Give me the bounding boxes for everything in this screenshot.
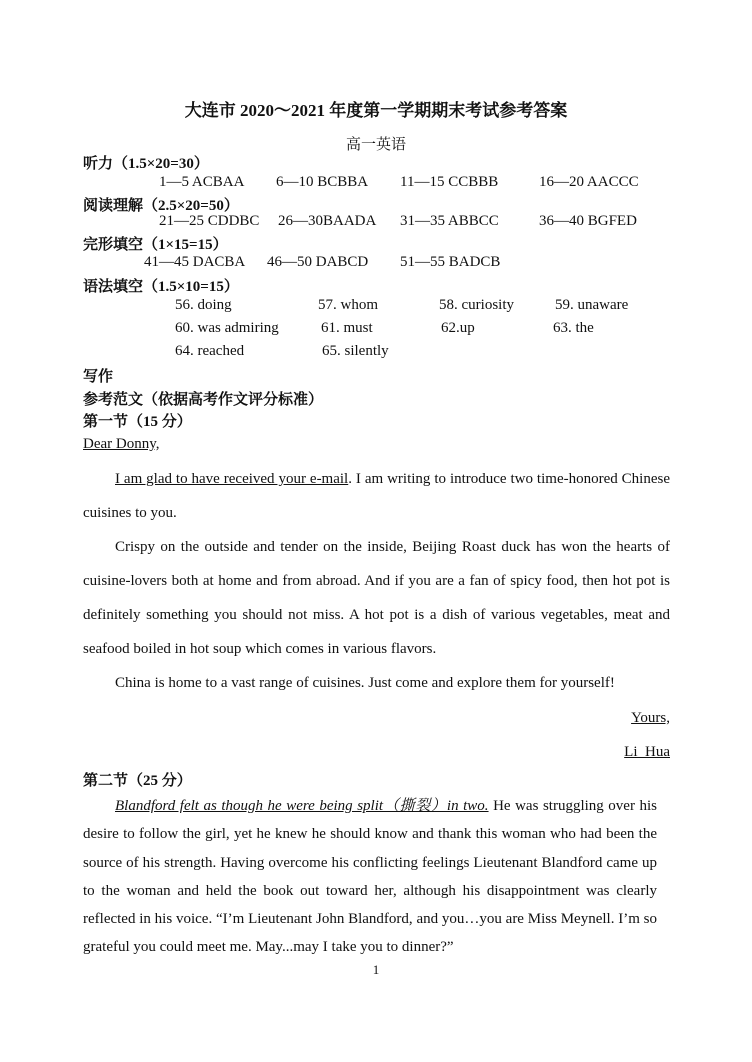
answer-item: 58. curiosity [439, 297, 514, 313]
answer-item: 61. must [321, 320, 373, 336]
answer-item: 65. silently [322, 343, 389, 359]
letter-body [83, 462, 670, 700]
sample-note: 参考范文（依据高考作文评分标准） [83, 392, 324, 408]
page-number: 1 [372, 962, 380, 977]
answer-group: 31—35 ABBCC [400, 213, 499, 229]
cloze-heading: 完形填空（1×15=15） [83, 237, 228, 253]
answer-group: 46—50 DABCD [267, 254, 369, 270]
opening-sentence: Blandford felt as though he were being split（撕裂）in two. [115, 798, 489, 814]
answer-group: 51—55 BADCB [400, 254, 501, 270]
answer-item: 64. reached [175, 343, 245, 359]
letter-closing: Yours, [631, 710, 670, 726]
answer-group: 36—40 BGFED [539, 213, 637, 229]
writing-heading: 写作 [83, 369, 114, 385]
continuation-paragraph: Blandford felt as though he were being split（撕裂）in two. He was struggling over his desire to follow the girl, yet he knew he should know and thank this woman who had been the source of his strength. Having overcome his conflicting feelings Lieutenant Blandford came up to the woman and held the book out toward her, although his disappointment was clearly reflected in his voice. “I’m Lieutenant John Blandford, and you…you are Miss Meynell. I’m so grateful you could meet me. May...may I take you to dinner?” [83, 798, 657, 956]
listening-heading: 听力（1.5×20=30） [83, 156, 209, 172]
answer-item: 59. unaware [555, 297, 629, 313]
page-title: 大连市 2020〜2021 年度第一学期期末考试参考答案 [184, 101, 568, 120]
underlined-phrase: I am glad to have received your e-mail [115, 471, 349, 487]
answer-group: 11—15 CCBBB [400, 174, 499, 190]
answer-group: 41—45 DACBA [144, 254, 246, 270]
letter-greeting: Dear Donny, [83, 436, 160, 452]
grammar-heading: 语法填空（1.5×10=15） [83, 279, 239, 295]
reading-heading: 阅读理解（2.5×20=50） [83, 198, 239, 214]
letter-paragraph-3: China is home to a vast range of cuisines. Just come and explore them for yourself! [115, 675, 615, 691]
answer-item: 57. whom [318, 297, 378, 313]
answer-item: 62.up [441, 320, 475, 336]
answer-group: 6—10 BCBBA [276, 174, 369, 190]
part1-heading: 第一节（15 分） [83, 414, 192, 430]
letter-signature: Li Hua [624, 744, 670, 760]
answer-group: 16—20 AACCC [539, 174, 639, 190]
answer-item: 63. the [553, 320, 594, 336]
part2-heading: 第二节（25 分） [83, 773, 192, 789]
answer-item: 56. doing [175, 297, 232, 313]
letter-paragraph-1: I am glad to have received your e-mail. I am writing to introduce two time-honored Chinese cuisines to you. [83, 471, 670, 521]
answer-group: 26—30BAADA [278, 213, 377, 229]
answer-item: 60. was admiring [175, 320, 279, 336]
answer-group: 1—5 ACBAA [159, 174, 245, 190]
continuation-passage [83, 792, 657, 962]
answer-group: 21—25 CDDBC [159, 213, 260, 229]
subject-subtitle: 高一英语 [345, 137, 406, 153]
letter-paragraph-2: Crispy on the outside and tender on the inside, Beijing Roast duck has won the hearts of cuisine-lovers both at home and from abroad. And if you are a fan of spicy food, then hot pot is definitely something you should not miss. A hot pot is a dish of various vegetables, meat and seafood boiled in hot soup which comes in various flavors. [83, 539, 670, 657]
